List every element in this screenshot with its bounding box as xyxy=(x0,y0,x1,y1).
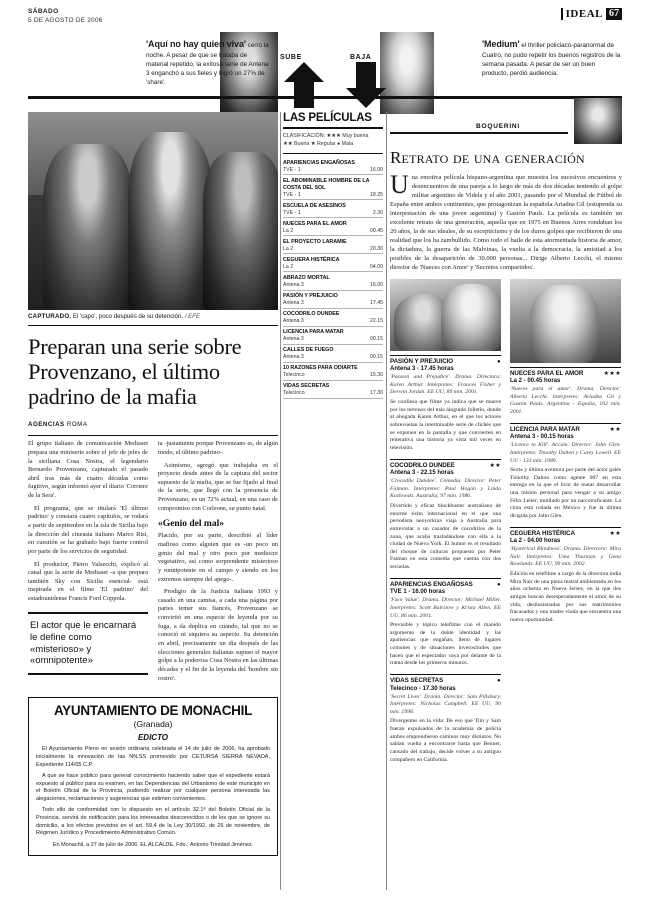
baja-blurb xyxy=(482,38,622,78)
edicto-kind: EDICTO xyxy=(137,733,169,743)
sube-blurb xyxy=(146,38,271,88)
pelicula-item xyxy=(283,347,383,363)
pelicula-meta xyxy=(283,300,383,306)
pelicula-item xyxy=(283,365,383,381)
columnist-portrait xyxy=(574,98,622,144)
film-airtime: La 2 - 04.00 horas xyxy=(510,538,561,545)
legend-line-1: CLASIFICACIÓN: ★★★ Muy buena xyxy=(283,133,369,139)
pelicula-item xyxy=(283,311,383,327)
paragraph: ta -justamente porque Provenzano es, de algún modo, el último padrino-. xyxy=(158,440,278,456)
pelicula-channel: La 2 xyxy=(283,227,294,234)
film-rating-stars: ★★ xyxy=(609,426,621,433)
pelicula-item xyxy=(283,329,383,345)
caption-credit: / EFE xyxy=(183,313,200,320)
film-review-title: COCODRILO DUNDEE xyxy=(390,461,455,469)
caption-lead: CAPTURADO. xyxy=(28,313,72,320)
feature-review-grid xyxy=(390,279,622,771)
pelicula-item xyxy=(283,160,383,176)
film-review-header xyxy=(510,527,621,537)
weekday-label: SÁBADO xyxy=(28,8,59,15)
peliculas-legend xyxy=(283,133,383,154)
film-review-title: NUECES PARA EL AMOR xyxy=(510,369,584,377)
peliculas-list xyxy=(283,160,383,399)
paragraph: El productor, Pietro Valsecchi, explicó al canal que la serie de Mediaset -a que prepara también Sky con Sicilia esencial- está inspirada en el filme 'El padrino' del estadounidense Francis Ford Coppola. xyxy=(28,560,148,603)
byline-rule xyxy=(28,435,278,436)
film-review-header xyxy=(510,423,621,433)
pelicula-meta xyxy=(283,228,383,234)
pull-quote xyxy=(28,612,148,676)
film-credits: 'Licence to Kill'. Acción. Director: John Glen. Intérpretes: Timothy Dalton y Carey Lowell. EE UU - 133 min. 1989. xyxy=(510,442,621,464)
pelicula-meta xyxy=(283,246,383,252)
film-still-photo xyxy=(390,279,501,351)
film-rating-stars: ★★ xyxy=(609,530,621,537)
film-review-body: Se confiesa que filme ya indica que se mueve por los terrenos del más lánguido folletín, donde al abogada Karen Arthur, en el que los actores sobrevuelan la interminable serie de clichés que se exponen en la pantalla y que convierten en reiterativa una historia ya vista mil veces en televisión. xyxy=(390,399,501,451)
pelicula-meta xyxy=(283,372,383,378)
film-review-title: LICENCIA PARA MATAR xyxy=(510,425,580,433)
paragraph: El grupo italiano de comunicación Mediaset prepara una miniserie sobre el jefe de jefes de la siciliana Cosa Nostra, el legendario Bernardo Provenzano, capturado el pasado abril tras más de cuatro décadas como fugitivo, según informó ayer el diario 'Corriere de la Sera'. xyxy=(28,440,148,500)
film-review xyxy=(510,367,621,417)
pelicula-meta xyxy=(283,167,383,173)
film-review-body: Sexta y última aventura por parte del actor galés Timothy Dalton como agente 007 en esta entrega en la que el licor de matar desarrollar una misión personal para vengar a su amigo Félix Leiter, mutilado por un narcotraficante. La cinta está rodada en México y fue la última dirigida por John Glen. xyxy=(510,467,621,519)
film-review-body: Divergentes en la vida: De eso que Tim y Sam fueran expulsados de la academia de policía ambos emprendieron caminos muy distintos. No sabían vuelta a encontrarse hasta que Bennet, cansado del trabajo, decide volver a su antiguo compañero en California. xyxy=(390,718,501,763)
pelicula-name: COCODRILO DUNDEE xyxy=(283,311,340,318)
baja-label: BAJA xyxy=(350,54,372,61)
paragraph: A que se hace público para general conocimiento haciendo saber que el expediente estará expuesto al público para su examen, en las Dependencias del Urbanismo de este municipio en el Boletín Oficial de la Provincia, pudiendo realizar por cualquier persona interesada las alegaciones, reclamaciones y sugerencias que estimen convenientes. xyxy=(36,772,270,803)
film-review xyxy=(510,527,621,625)
film-airtime: Antena 3 - 17.45 horas xyxy=(390,366,454,373)
pelicula-name: PASIÓN Y PREJUICIO xyxy=(283,293,338,299)
pelicula-time: 00.15 xyxy=(370,354,383,361)
pelicula-channel: Telecinco xyxy=(283,390,305,397)
paragraph: Todo ello de conformidad con lo dispuesto en el artículo 32.1ª del Boletín Oficial de la Provincia, servirá de notificación para los interesados desconocidos o de los que se ignore su domicilio, a los efectos previstos en el art. 59.4 de la Ley 30/1992, de 26 de noviembre, de Régimen Jurídico y Procedimiento Administrativo Común. xyxy=(36,807,270,837)
pelicula-item xyxy=(283,239,383,255)
film-rating-stars: ● xyxy=(496,581,501,588)
film-airtime: Antena 3 - 00.15 horas xyxy=(510,434,574,441)
feature-title: Retrato de una generación xyxy=(390,148,585,167)
film-review-title: VIDAS SECRETAS xyxy=(390,677,444,685)
film-review-title: CEGUERA HISTÉRICA xyxy=(510,529,575,537)
column-divider-1 xyxy=(280,112,281,890)
film-credits: 'Secret Lives'. Drama. Director: Sam Pillsbury. Intérpretes: Nicholas Campbell. EE UU, 90 min. 1998. xyxy=(390,693,501,715)
pelicula-name: LICENCIA PARA MATAR xyxy=(283,329,344,336)
pelicula-name: CALLES DE FUEGO xyxy=(283,347,334,354)
pelicula-meta xyxy=(283,318,383,324)
edicto-signature: En Monachil, a 27 de julio de 2006. EL ALCALDE, Fdo.: Antonio Trinidad Jiménez. xyxy=(52,842,254,849)
legend-line-2: ★★ Buena ★ Regular ● Mala xyxy=(283,140,354,147)
pelicula-item xyxy=(283,275,383,291)
baja-blurb-title: 'Medium' xyxy=(482,39,520,49)
pelicula-channel: Antena 3 xyxy=(283,300,304,307)
lead-story-caption xyxy=(28,310,278,326)
sube-blurb-text: cerró la noche. A pesar de que se trataba de material repetido, la exitosa serie de Antena 3 enganchó a sus fieles y logró un 27% de 'share'. xyxy=(146,42,269,87)
pelicula-time: 00.15 xyxy=(370,336,383,343)
film-review-body: Edición en telefilme a cargo de la directora india Mira Nair de una pieza teatral ambientada en los años ochenta en Nueva Jersey, en la que dos amigas buscan desesperadamente el amor de su vida, desilusionadas por sus matrimonios fracasados y una madre viuda que encuentra una nueva oportunidad. xyxy=(510,571,621,623)
pelicula-time: 17.30 xyxy=(370,390,383,397)
film-rating-stars: ● xyxy=(496,358,501,365)
story-subhead: «Genio del mal» xyxy=(158,519,224,530)
pelicula-name: EL ABOMINABLE HOMBRE DE LA COSTA DEL SOL xyxy=(283,177,370,191)
film-credits: 'Face Value'. Drama. Director: Michael Miller. Intérpretes: Scott Bairstow y Krista Allen. EE UU, 86 min. 2001. xyxy=(390,597,501,619)
baja-blurb-text: el thriller policiaco-paranormal de Cuatro, no pudo repetir los buenos registros de la semana pasada. A pesar de ser un buen producto, perdió audiencia. xyxy=(482,42,621,78)
columnist-name: BOQUERINI xyxy=(472,123,524,130)
pelicula-time: 16.00 xyxy=(370,166,383,173)
pelicula-channel: Antena 3 xyxy=(283,318,304,325)
paragraph: Asimismo, agregó que trabajaba en el proyecto desde antes de la captura del sector supuesto de la mafia, que se fue fijado al final de la serie, que llegó con la presencia de Provenzano, es un 72% actual, en una caso de compromiso con Corleone, su punto natal. xyxy=(158,461,278,512)
page-title: Preparan una serie sobre Provenzano, el último padrino de la mafia xyxy=(28,333,242,410)
pelicula-item xyxy=(283,221,383,237)
date-label: 5 DE AGOSTO DE 2006 xyxy=(28,17,103,25)
lead-story-column xyxy=(28,112,278,856)
portrait-photo-baja xyxy=(380,32,434,114)
pelicula-channel: Antena 3 xyxy=(283,282,304,288)
pelicula-time: 17.45 xyxy=(370,300,383,307)
pelicula-name: APARIENCIAS ENGAÑOSAS xyxy=(283,159,355,166)
film-rating-stars: ★★ xyxy=(489,462,501,469)
lead-story-photo xyxy=(28,112,278,310)
brand-name: IDEAL xyxy=(561,8,603,20)
film-rating-stars: ★★★ xyxy=(603,370,621,377)
pelicula-name: ABRAZO MORTAL xyxy=(283,274,330,281)
feature-lead-text: na emotiva película hispano-argentina que muestra los sucesivos encuentros y desencuentros de una pareja a lo largo de más de dos décadas teniendo el golpe militar argentino de Videla y el año 2001, pasando por el Mundial de Fútbol de España entre ambos continentes, que protagonizan la española Ariadna Gil (estupenda su interpretación de una joven argentina) y Gastón Pauls. La película es también un excelente retrato de una generación, aquella que en 1975 en Buenos Aires rondaban los 20 años, la de sus ideales, de su escepticismo y de los duros golpes que recibieron de una realidad que los ha zambullido. Como todo el baile de esta atormentada historia de amor, la dictadura, la guerra de las Malvinas, la vuelta a la democracia, la amistiad a los posibles de la desaparición de 30.000 personas... Dirige Alberto Lecchi, el mismo director de 'Nueces con Amor' y 'Secretos compartidos'. xyxy=(390,174,622,271)
review-column-2 xyxy=(510,279,621,771)
pull-quote-text: El actor que le encarnará le define como «misterioso» y «omnipotente» xyxy=(30,619,137,667)
film-review-header xyxy=(390,578,501,588)
edicto-title: AYUNTAMIENTO DE MONACHIL xyxy=(53,703,253,719)
film-airtime: Telecinco - 17.30 horas xyxy=(390,685,456,692)
film-review-header xyxy=(390,355,501,365)
pelicula-channel: La 2 xyxy=(283,263,294,270)
pelicula-meta xyxy=(283,354,383,360)
pelicula-name: EL PROYECTO LARAMIE xyxy=(283,238,347,245)
byline-place: ROMA xyxy=(64,421,88,429)
pelicula-channel: TVE - 1 xyxy=(283,191,301,198)
pelicula-channel: Antena 3 xyxy=(283,336,304,343)
lead-body-col-1 xyxy=(28,440,148,687)
paragraph: Prodigio de la Justicia italiana 1993 y casado en una camisa, a cada una página por partes temer sus fiancés, Provenzano se convirtió en una especie de leyenda por su fuga, a da duplica en cuando, tal que no se conoció ni siquiera su aspecto. Su detención en abril, precisamente un día después de las elecciones generales italianas supuso el mayor golpe a la poderosa Cosa Nostra en las últimas décadas y el fin de la leyenda del 'hombre sin rostro'. xyxy=(158,588,278,682)
pelicula-item xyxy=(283,257,383,273)
film-credits: 'Nueces para el amor'. Drama. Director: Alberto Lecchi. Intérpretes: Ariadna Gil y Gastón Pauls. Argentina - España, 102 min. 2001. xyxy=(510,386,621,416)
film-airtime: Antena 3 - 22.15 horas xyxy=(390,470,454,477)
column-divider-2 xyxy=(386,112,387,890)
pelicula-name: CEGUERA HISTÉRICA xyxy=(283,256,340,263)
edicto-body xyxy=(36,746,270,838)
film-review xyxy=(510,423,621,521)
film-credits: 'Hysterical Blindness'. Drama. Directora: Mira Nair. Intérpretes: Uma Thurman y Gena Rowlands. EE UU, 99 min. 2002. xyxy=(510,546,621,568)
pelicula-channel: La 2 xyxy=(283,245,294,252)
film-review xyxy=(390,578,501,668)
pelicula-time: 20.30 xyxy=(370,245,383,252)
lead-body-col-2 xyxy=(158,440,278,687)
byline xyxy=(28,421,278,431)
pelicula-time: 00.45 xyxy=(370,227,383,234)
review-column-1 xyxy=(390,279,501,771)
pelicula-channel: TVE - 1 xyxy=(283,166,301,173)
film-airtime: TVE 1 - 16.00 horas xyxy=(390,589,446,596)
paragraph: Placido, por su parte, describió al líder mafioso como alguien que es -un poco un genio del mal y otro poco por mediocre vegetativo, así como sorprendente misterioso y omnipotente en el campo y siendo en los extremos siempre del apego-. xyxy=(158,532,278,583)
film-review-title: APARIENCIAS ENGAÑOSAS xyxy=(390,580,473,588)
pelicula-channel: Telecinco xyxy=(283,372,305,379)
film-review-body: Previsible y tópico telefilme con el manido argumento de la doble identidad y las apariencias que engañan, lleno de lugares comunes y de situaciones inverosímiles que hacen que el espectador vaya por delante de la trama desde los primeros minutos. xyxy=(390,622,501,667)
sube-label: SUBE xyxy=(280,54,302,61)
film-still-photo xyxy=(510,279,621,363)
edicto-advertisement xyxy=(28,697,278,856)
masthead-divider xyxy=(28,96,622,99)
film-credits: 'Crocodile Dundee'. Comedia. Director: Peter Faiman. Intérpretes: Paul Hogan y Linda Kozlowski. Australia, 97 min. 1986. xyxy=(390,478,501,500)
pelicula-channel: Antena 3 xyxy=(283,354,304,361)
pelicula-time: 2.30 xyxy=(372,209,383,216)
pelicula-time: 15.30 xyxy=(370,372,383,379)
pelicula-meta xyxy=(283,210,383,216)
film-airtime: La 2 - 00.45 horas xyxy=(510,378,561,385)
film-review-body: Divertido y eficaz blockbuster australiano de enorme éxito internacional en el que una periodista neoyorkina viaja a Australia para entrevistar a un cazador de cocodrilos de la zona, que acaba trasladándose con ella a la ciudad de Nueva York. El humor es el resultado del choque de culturas propuesto por Peter Faiman en esta comedia que cuenta con dos secuelas. xyxy=(390,502,501,571)
film-review-title: PASIÓN Y PREJUICIO xyxy=(390,357,454,365)
film-credits: 'Passion and Prejudice'. Drama. Directora: Karen Arthur. Intérpretes: Frances Fisher y Derwin Jordan. EE UU, 89 min. 2001. xyxy=(390,374,501,396)
pelicula-meta xyxy=(283,192,383,198)
film-review-header xyxy=(510,367,621,377)
pelicula-time: 16.00 xyxy=(370,282,383,288)
feature-column xyxy=(390,112,622,770)
film-review-header xyxy=(390,459,501,469)
pelicula-name: VIDAS SECRETAS xyxy=(283,383,330,390)
columnist-header xyxy=(390,112,622,146)
pelicula-meta xyxy=(283,282,383,288)
columnist-rule xyxy=(390,132,568,134)
pelicula-meta xyxy=(283,390,383,396)
paragraph: El Ayuntamiento Pleno en sesión ordinaria celebrada el 14 de julio de 2006, ha aprobado inicialmente la innovación de las NN.SS promovido por CETURSA SIERRA NEVADA, Expediente 114/05 C.P. xyxy=(36,746,270,769)
pelicula-name: NUECES PARA EL AMOR xyxy=(283,220,347,227)
film-rating-stars: ● xyxy=(496,678,501,685)
drop-cap: U xyxy=(390,170,409,199)
pelicula-meta xyxy=(283,264,383,270)
masthead xyxy=(28,8,622,94)
pelicula-meta xyxy=(283,336,383,342)
date-block xyxy=(28,8,103,25)
pelicula-channel: TVE - 1 xyxy=(283,209,301,216)
pelicula-item xyxy=(283,203,383,219)
lead-story-body xyxy=(28,440,278,687)
peliculas-column xyxy=(283,112,383,401)
film-review xyxy=(390,459,501,572)
sube-baja-module xyxy=(28,32,622,94)
feature-lead xyxy=(390,170,622,273)
peliculas-heading: LAS PELÍCULAS xyxy=(283,112,383,129)
caption-text: El 'capo', poco después de su detención. xyxy=(71,313,184,320)
pelicula-item xyxy=(283,178,383,201)
pelicula-time: 04.00 xyxy=(370,263,383,270)
film-review xyxy=(390,355,501,453)
film-review-header xyxy=(390,674,501,684)
paragraph: El programa, que se titulará 'El último padrino' y constará cuatro capítulos, se rodará a partir de septiembre en la isla de Sicilia bajo la dirección del cineasta italiano Marco Risi, en cuestión se ha grabado bajo fuerte control por parte de los servicios de seguridad. xyxy=(28,504,148,555)
pelicula-time: 22.15 xyxy=(370,318,383,325)
pelicula-item xyxy=(283,383,383,399)
film-review xyxy=(390,674,501,764)
publication-logo xyxy=(561,8,622,20)
pelicula-item xyxy=(283,293,383,309)
byline-agency: AGENCIAS xyxy=(28,421,65,429)
pelicula-time: 18.25 xyxy=(370,191,383,198)
pelicula-name: 10 RAZONES PARA ODIARTE xyxy=(283,365,358,372)
edicto-subtitle: (Granada) xyxy=(133,719,173,730)
page-number-badge: 67 xyxy=(606,8,622,20)
pelicula-name: ESCUELA DE ASESINOS xyxy=(283,202,346,209)
sube-blurb-title: 'Aquí no hay quien viva' xyxy=(146,39,246,49)
